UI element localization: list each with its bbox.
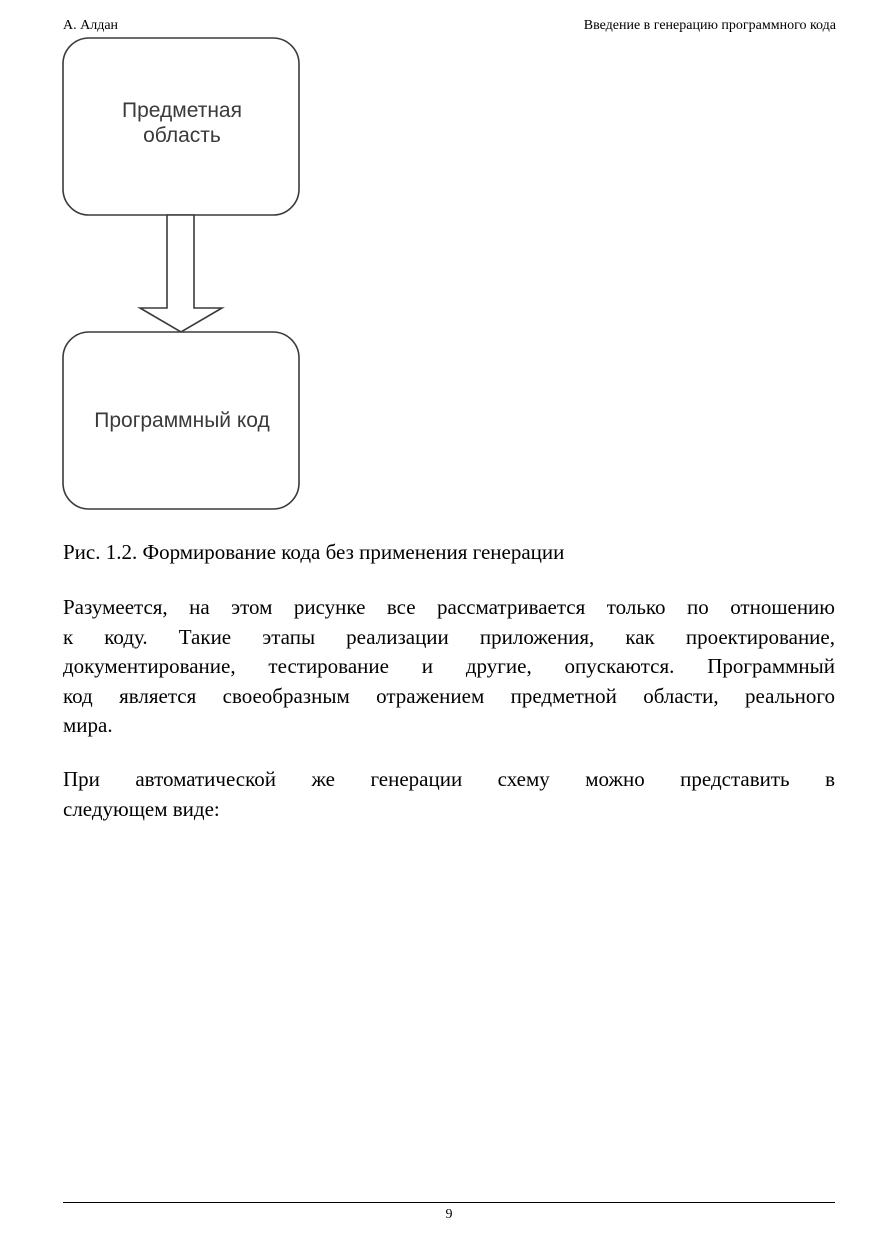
- domain-box-label-line1: Предметная: [122, 99, 242, 122]
- footer-divider: [63, 1202, 835, 1203]
- paragraph-2: [63, 765, 835, 824]
- paragraph-line: к коду. Такие этапы реализации приложения, как проектирование,: [63, 624, 835, 649]
- paragraph-line: Разумеется, на этом рисунке все рассматривается только по отношению: [63, 595, 835, 619]
- page-number: 9: [445, 1207, 453, 1222]
- figure-caption: Рис. 1.2. Формирование кода без применения генерации: [63, 540, 565, 564]
- down-arrow: [140, 215, 222, 332]
- paragraph-line: код является своеобразным отражением предметной области, реального: [63, 683, 835, 708]
- paragraph-line: документирование, тестирование и другие, опускаются. Программный: [63, 654, 835, 678]
- paragraph-line: следующем виде:: [63, 796, 220, 821]
- figure-diagram: [60, 36, 304, 514]
- domain-box-label-line2: область: [143, 124, 221, 147]
- domain-box-label: [64, 98, 300, 148]
- paragraph-1: [63, 593, 835, 741]
- code-box-label: Программный код: [94, 409, 270, 432]
- running-header-title: Введение в генерацию программного кода: [583, 18, 836, 33]
- paragraph-line: При автоматической же генерации схему можно представить в: [63, 767, 835, 791]
- paragraph-line: мира.: [63, 713, 113, 737]
- running-header-author: А. Алдан: [63, 18, 119, 33]
